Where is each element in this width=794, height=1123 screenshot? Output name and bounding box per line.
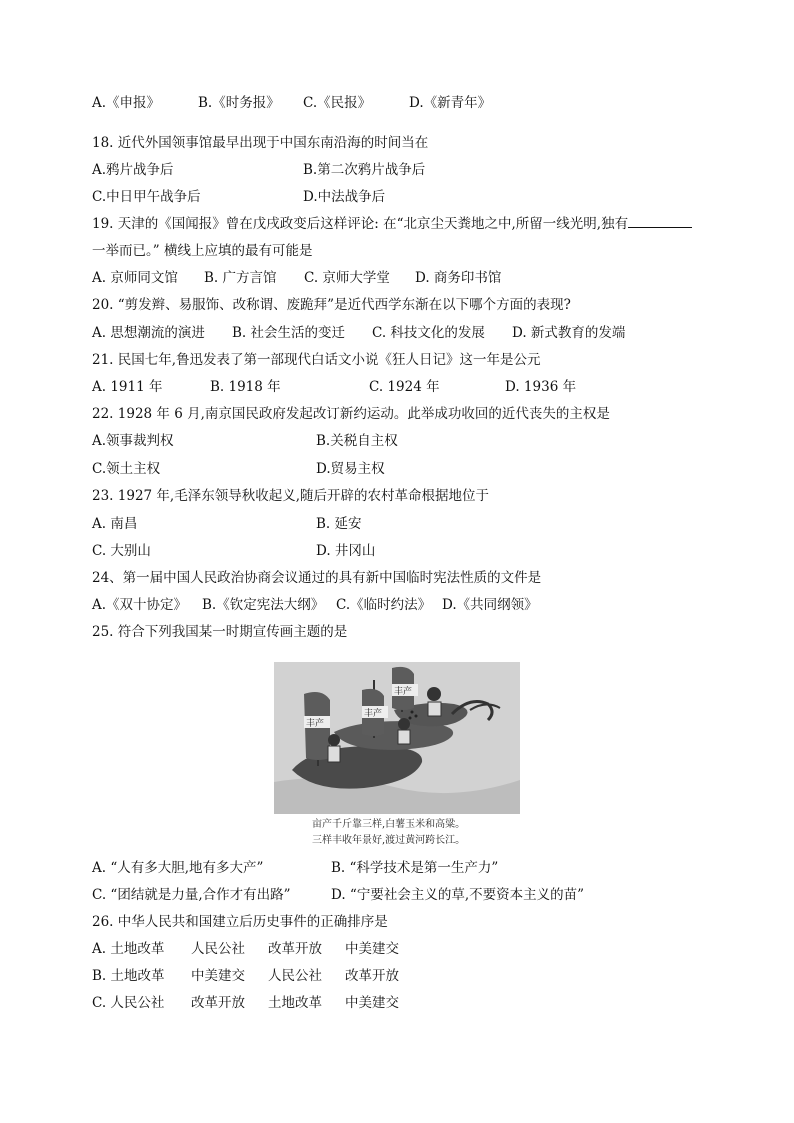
q17-option-d[interactable]: D.《新青年》 — [409, 95, 492, 111]
q21-option-a[interactable]: A. 1911 年 — [92, 379, 163, 395]
q19-option-a[interactable]: A. 京师同文馆 — [92, 270, 178, 286]
q25-option-d[interactable]: D. “宁要社会主义的草,不要资本主义的苗” — [331, 887, 585, 903]
propaganda-poster-image — [274, 662, 520, 814]
q17-option-b[interactable]: B.《时务报》 — [198, 95, 280, 111]
sail-label-2: 丰产 — [364, 709, 383, 719]
q18-option-c[interactable]: C.中日甲午战争后 — [92, 189, 201, 205]
q17-option-c[interactable]: C.《民报》 — [303, 95, 372, 111]
q24-option-c[interactable]: C.《临时约法》 — [336, 597, 432, 613]
q25-stem: 25. 符合下列我国某一时期宣传画主题的是 — [92, 624, 348, 640]
sail-label-1: 丰产 — [306, 719, 325, 729]
q18-stem: 18. 近代外国领事馆最早出现于中国东南沿海的时间当在 — [92, 135, 429, 151]
q19-fill-blank — [628, 215, 692, 228]
q26-c-item-3: 土地改革 — [268, 995, 322, 1011]
q26-c-item-4: 中美建交 — [345, 995, 399, 1011]
q22-option-b[interactable]: B.关税自主权 — [316, 433, 398, 449]
poster-caption-line2: 三样丰收年景好,渡过黄河跨长江。 — [312, 835, 466, 846]
q23-option-a[interactable]: A. 南昌 — [92, 516, 138, 532]
q18-option-b[interactable]: B.第二次鸦片战争后 — [303, 162, 426, 178]
q23-option-c[interactable]: C. 大别山 — [92, 543, 151, 559]
q20-option-b[interactable]: B. 社会生活的变迁 — [232, 325, 346, 341]
q18-option-d[interactable]: D.中法战争后 — [303, 189, 386, 205]
q21-option-b[interactable]: B. 1918 年 — [210, 379, 281, 395]
q19-option-b[interactable]: B. 广方言馆 — [204, 270, 277, 286]
q21-stem: 21. 民国七年,鲁迅发表了第一部现代白话文小说《狂人日记》这一年是公元 — [92, 352, 541, 368]
q17-option-a[interactable]: A.《申报》 — [92, 95, 161, 111]
q26-b-item-4: 改革开放 — [345, 968, 399, 984]
q22-stem: 22. 1928 年 6 月,南京国民政府发起改订新约运动。此举成功收回的近代丧失的主权是 — [92, 406, 610, 422]
q19-option-c[interactable]: C. 京师大学堂 — [304, 270, 390, 286]
q26-b-item-2: 中美建交 — [191, 968, 245, 984]
q24-stem: 24、第一届中国人民政治协商会议通过的具有新中国临时宪法性质的文件是 — [92, 570, 542, 586]
q26-b-item-1: B. 土地改革 — [92, 968, 165, 984]
q20-option-d[interactable]: D. 新式教育的发端 — [512, 325, 626, 341]
q23-option-b[interactable]: B. 延安 — [316, 516, 362, 532]
q19-stem-line1 — [92, 215, 692, 233]
q26-a-item-4: 中美建交 — [345, 941, 399, 957]
q22-option-a[interactable]: A.领事裁判权 — [92, 433, 174, 449]
q21-option-d[interactable]: D. 1936 年 — [505, 379, 577, 395]
q18-option-a[interactable]: A.鸦片战争后 — [92, 162, 174, 178]
poster-caption-line1: 亩产千斤靠三样,白薯玉米和高粱。 — [312, 819, 466, 830]
q26-c-item-2: 改革开放 — [191, 995, 245, 1011]
q25-option-a[interactable]: A. “人有多大胆,地有多大产” — [92, 860, 264, 876]
poster-illustration — [274, 662, 520, 814]
q26-c-item-1: C. 人民公社 — [92, 995, 165, 1011]
q20-option-c[interactable]: C. 科技文化的发展 — [372, 325, 485, 341]
q25-option-c[interactable]: C. “团结就是力量,合作才有出路” — [92, 887, 291, 903]
q24-option-a[interactable]: A.《双十协定》 — [92, 597, 188, 613]
sail-label-3: 丰产 — [394, 687, 413, 697]
q20-stem: 20. “剪发辫、易服饰、改称谓、废跪拜”是近代西学东渐在以下哪个方面的表现? — [92, 297, 571, 313]
q22-option-c[interactable]: C.领土主权 — [92, 461, 161, 477]
q26-b-item-3: 人民公社 — [268, 968, 322, 984]
q20-option-a[interactable]: A. 思想潮流的演进 — [92, 325, 205, 341]
q26-a-item-3: 改革开放 — [268, 941, 322, 957]
q23-stem: 23. 1927 年,毛泽东领导秋收起义,随后开辟的农村革命根据地位于 — [92, 488, 489, 504]
q19-stem-text: 19. 天津的《国闻报》曾在戊戌政变后这样评论: 在“北京尘天粪地之中,所留一线光明,独有 — [92, 216, 629, 232]
q26-a-item-2: 人民公社 — [191, 941, 245, 957]
q22-option-d[interactable]: D.贸易主权 — [316, 461, 385, 477]
q19-option-d[interactable]: D. 商务印书馆 — [415, 270, 502, 286]
q21-option-c[interactable]: C. 1924 年 — [369, 379, 440, 395]
q24-option-d[interactable]: D.《共同纲领》 — [442, 597, 538, 613]
q26-stem: 26. 中华人民共和国建立后历史事件的正确排序是 — [92, 914, 388, 930]
q19-stem-line2: 一举而已。” 横线上应填的最有可能是 — [92, 243, 313, 259]
q25-option-b[interactable]: B. “科学技术是第一生产力” — [331, 860, 499, 876]
q24-option-b[interactable]: B.《钦定宪法大纲》 — [202, 597, 325, 613]
q26-a-item-1: A. 土地改革 — [92, 941, 165, 957]
q23-option-d[interactable]: D. 井冈山 — [316, 543, 376, 559]
